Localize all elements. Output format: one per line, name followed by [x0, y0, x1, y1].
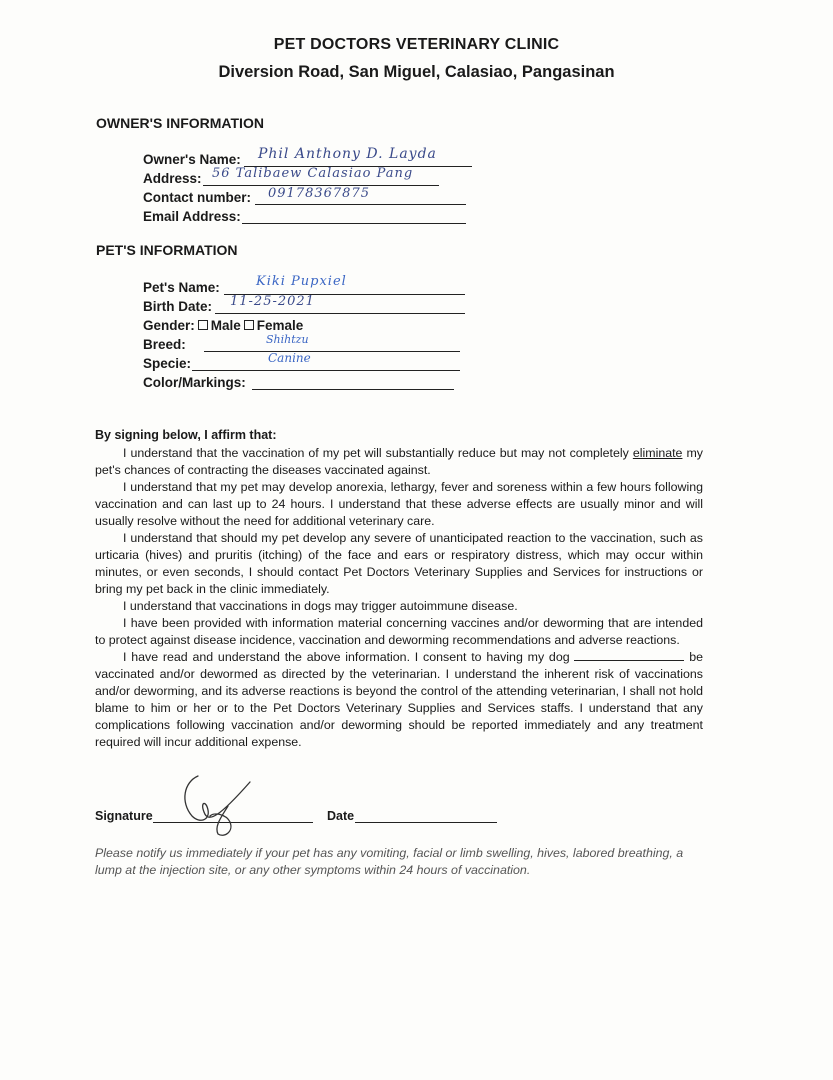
contact-line[interactable] — [255, 204, 466, 205]
affirm-p3: I understand that should my pet develop any severe of unanticipated reaction to the vaccination, such as urticaria (hives) and pruritis (itching) of the face and ears or respiratory distress, which may occur within minutes, or even seconds, I should contact Pet Doctors Veterinary Supplies and Services for instructions or bring my pet back in the clinic immediately. — [95, 531, 703, 596]
pet-name-label: Pet's Name: — [143, 280, 220, 295]
female-checkbox[interactable] — [244, 320, 254, 330]
owner-name-label: Owner's Name: — [143, 152, 241, 167]
gender-label: Gender: — [143, 318, 195, 333]
signature-label: Signature — [95, 809, 153, 823]
birth-date-value[interactable]: 11-25-2021 — [230, 294, 315, 309]
specie-line[interactable] — [192, 370, 460, 371]
male-label: Male — [210, 318, 241, 333]
dog-name-blank[interactable] — [574, 650, 684, 661]
affirm-body — [95, 445, 703, 751]
owner-name-value[interactable]: Phil Anthony D. Layda — [258, 146, 437, 162]
address-value[interactable]: 56 Talibaew Calasiao Pang — [212, 166, 414, 181]
affirm-p4: I understand that vaccinations in dogs may trigger autoimmune disease. — [123, 599, 518, 613]
gender-row — [143, 318, 303, 333]
contact-label: Contact number: — [143, 190, 251, 205]
affirm-p2: I understand that my pet may develop anorexia, lethargy, fever and soreness within a few hours following vaccination and can last up to 24 hours. I understand that these adverse effects are usually minor and will usually resolve without the need for additional veterinary care. — [95, 480, 703, 528]
pet-name-value[interactable]: Kiki Pupxiel — [256, 274, 347, 289]
date-label: Date — [327, 809, 355, 823]
specie-value[interactable]: Canine — [268, 351, 311, 365]
breed-label: Breed: — [143, 337, 186, 352]
birth-date-label: Birth Date: — [143, 299, 213, 314]
color-markings-line[interactable] — [252, 389, 454, 390]
email-line[interactable] — [242, 223, 466, 224]
color-markings-label: Color/Markings: — [143, 375, 246, 390]
affirm-p5: I have been provided with information material concerning vaccines and/or deworming that are intended to protect against disease incidence, vaccination and deworming recommendations and adverse reactions. — [95, 616, 703, 647]
clinic-address: Diversion Road, San Miguel, Calasiao, Pangasinan — [218, 63, 615, 81]
address-label: Address: — [143, 171, 202, 186]
owner-section-title: OWNER'S INFORMATION — [96, 115, 264, 131]
clinic-name: PET DOCTORS VETERINARY CLINIC — [273, 36, 560, 53]
specie-label: Specie: — [143, 356, 192, 371]
pet-section-title: PET'S INFORMATION — [96, 242, 238, 258]
signature-mark — [170, 772, 260, 840]
breed-value[interactable]: Shihtzu — [266, 333, 309, 346]
affirm-p6: I have read and understand the above information. I consent to having my dog be vaccinated and/or dewormed as directed by the veterinarian. I understand the inherent risk of vaccinations and/or deworming, and its adverse reactions is beyond the control of the attending veterinarian, I shall not hold blame to him or her or to the Pet Doctors Veterinary Supplies and Services staffs. I understand that any complications following vaccination and/or deworming should be reported immediately and any treatment required will incur additional expense. — [95, 650, 703, 749]
female-label: Female — [256, 318, 304, 333]
notice-text: Please notify us immediately if your pet has any vomiting, facial or limb swelling, hives, labored breathing, a lump at the injection site, or any other symptoms within 24 hours of vaccination. — [95, 846, 684, 877]
email-label: Email Address: — [143, 209, 241, 224]
breed-line[interactable] — [204, 351, 460, 352]
affirm-heading: By signing below, I affirm that: — [95, 428, 277, 442]
contact-value[interactable]: 09178367875 — [268, 186, 370, 201]
male-checkbox[interactable] — [198, 320, 208, 330]
birth-date-line[interactable] — [215, 313, 465, 314]
date-line[interactable] — [355, 822, 497, 823]
affirm-p1: I understand that the vaccination of my pet will substantially reduce but may not completely eliminate my pet's chances of contracting the diseases vaccinated against. — [95, 446, 703, 477]
